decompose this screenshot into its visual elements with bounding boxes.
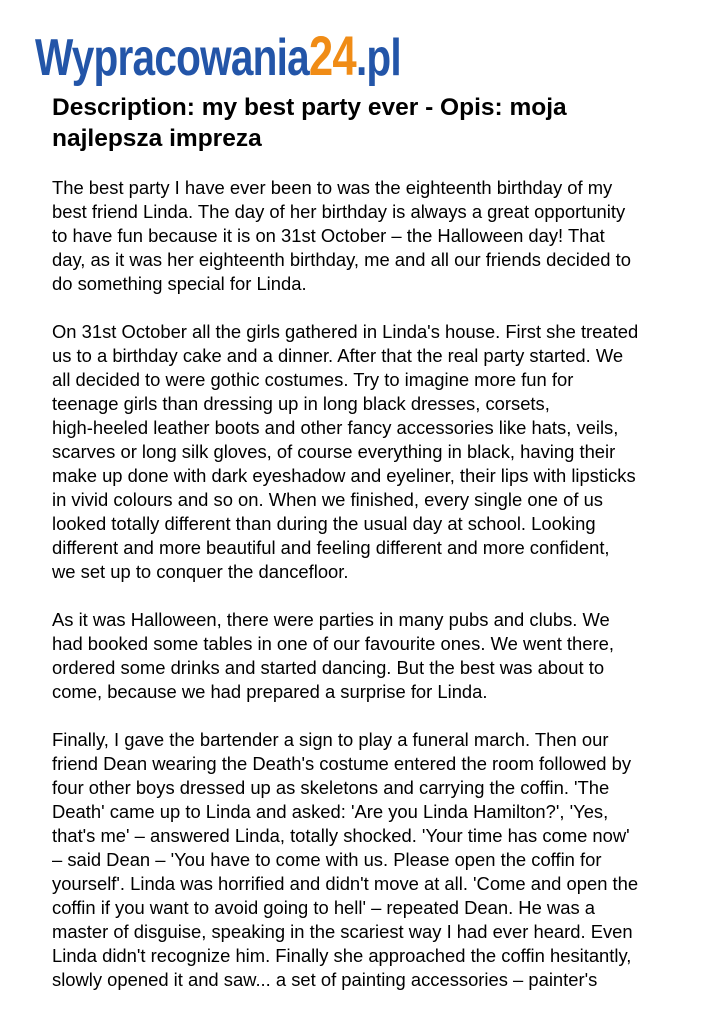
page-title	[52, 92, 692, 154]
text-line: in vivid colours and so on. When we finished, every single one of us	[52, 489, 604, 510]
text-line: different and more beautiful and feeling different and more confident,	[52, 537, 610, 558]
paragraph	[52, 176, 692, 296]
text-line: day, as it was her eighteenth birthday, me and all our friends decided to	[52, 249, 631, 270]
title-line: Description: my best party ever - Opis: moja	[52, 94, 567, 121]
text-line: Finally, I gave the bartender a sign to play a funeral march. Then our	[52, 729, 609, 750]
logo-word: Wypracowania	[35, 29, 309, 87]
text-line: friend Dean wearing the Death's costume entered the room followed by	[52, 753, 632, 774]
text-line: Death' came up to Linda and asked: 'Are you Linda Hamilton?', 'Yes,	[52, 801, 609, 822]
text-line: yourself'. Linda was horrified and didn't move at all. 'Come and open the	[52, 873, 639, 894]
text-line: The best party I have ever been to was the eighteenth birthday of my	[52, 177, 613, 198]
logo-tld: .pl	[355, 29, 401, 87]
text-line: come, because we had prepared a surprise for Linda.	[52, 681, 488, 702]
site-logo[interactable]	[35, 14, 401, 87]
text-line: us to a birthday cake and a dinner. After that the real party started. We	[52, 345, 624, 366]
text-line: to have fun because it is on 31st October – the Halloween day! That	[52, 225, 605, 246]
text-line: scarves or long silk gloves, of course everything in black, having their	[52, 441, 616, 462]
paragraph	[52, 608, 692, 704]
text-line: do something special for Linda.	[52, 273, 307, 294]
text-line: slowly opened it and saw... a set of painting accessories – painter's	[52, 969, 598, 990]
text-line: make up done with dark eyeshadow and eyeliner, their lips with lipsticks	[52, 465, 636, 486]
text-line: that's me' – answered Linda, totally shocked. 'Your time has come now'	[52, 825, 630, 846]
text-line: looked totally different than during the usual day at school. Looking	[52, 513, 596, 534]
title-line: najlepsza impreza	[52, 125, 262, 152]
article-body	[52, 176, 692, 1016]
text-line: coffin if you want to avoid going to hell' – repeated Dean. He was a	[52, 897, 595, 918]
paragraph	[52, 728, 692, 992]
text-line: – said Dean – 'You have to come with us. Please open the coffin for	[52, 849, 602, 870]
text-line: we set up to conquer the dancefloor.	[52, 561, 349, 582]
text-line: four other boys dressed up as skeletons and carrying the coffin. 'The	[52, 777, 610, 798]
paragraph	[52, 320, 692, 584]
text-line: teenage girls than dressing up in long black dresses, corsets,	[52, 393, 550, 414]
text-line: ordered some drinks and started dancing. But the best was about to	[52, 657, 605, 678]
text-line: high-heeled leather boots and other fancy accessories like hats, veils,	[52, 417, 619, 438]
text-line: all decided to were gothic costumes. Try to imagine more fun for	[52, 369, 574, 390]
text-line: On 31st October all the girls gathered in Linda's house. First she treated	[52, 321, 639, 342]
text-line: Linda didn't recognize him. Finally she approached the coffin hesitantly,	[52, 945, 632, 966]
text-line: had booked some tables in one of our favourite ones. We went there,	[52, 633, 614, 654]
logo-number: 24	[308, 24, 356, 87]
text-line: As it was Halloween, there were parties in many pubs and clubs. We	[52, 609, 610, 630]
text-line: master of disguise, speaking in the scariest way I had ever heard. Even	[52, 921, 633, 942]
text-line: best friend Linda. The day of her birthday is always a great opportunity	[52, 201, 626, 222]
